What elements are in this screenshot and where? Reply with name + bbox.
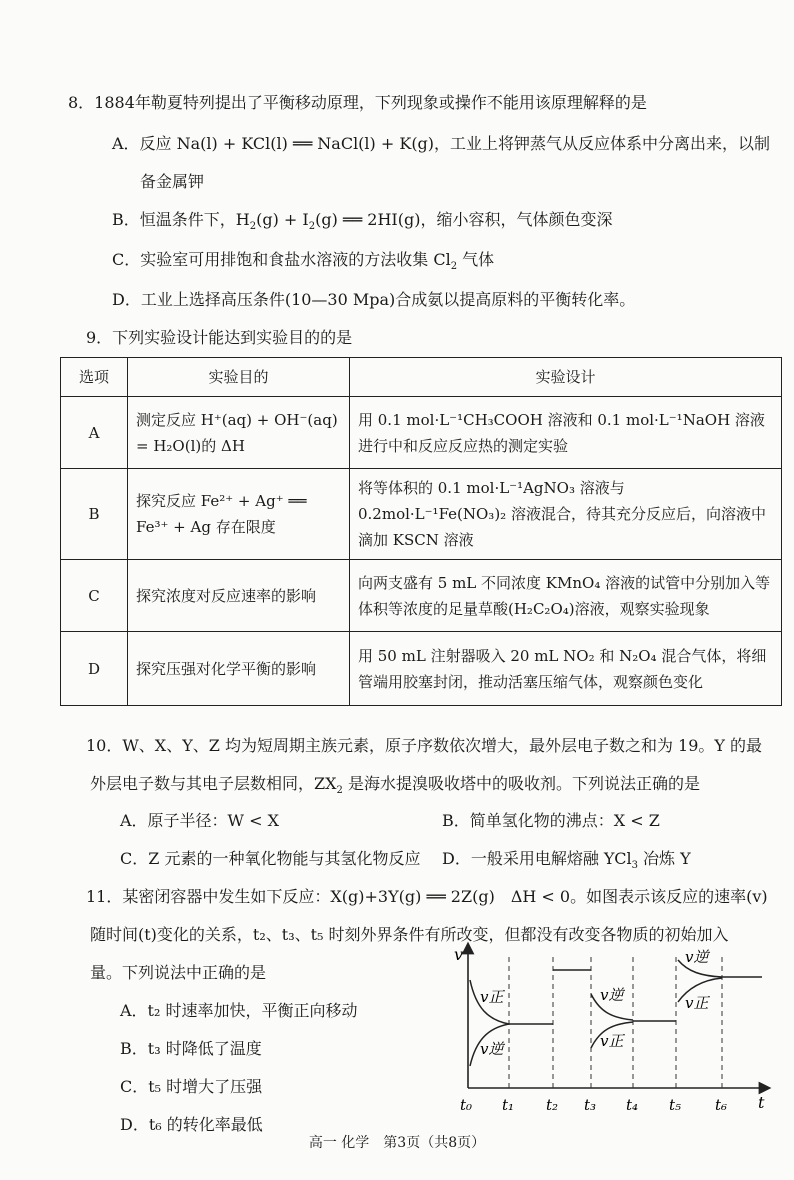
y-axis-label: v — [454, 945, 464, 964]
label-v-forward-1: v正 — [480, 988, 504, 1006]
row-option: A — [61, 397, 128, 469]
row-aim: 探究浓度对反应速率的影响 — [128, 560, 350, 632]
q8-option-a: A．反应 Na(l) + KCl(l) ══ NaCl(l) + K(g)，工业上将钾蒸气从反应体系中分离出来，以制 — [112, 134, 771, 153]
label-v-forward-3: v正 — [685, 994, 709, 1012]
page-footer: 高一 化学 第3页（共8页） — [308, 1135, 486, 1151]
q11-option-c: C．t₅ 时增大了压强 — [120, 1077, 263, 1096]
q10-stem-line2: 外层电子数与其电子层数相同，$ZX_2$ 是海水提溴吸收塔中的吸收剂。下列说法正确的是 — [90, 774, 700, 797]
header-option: 选项 — [61, 358, 128, 397]
experiment-table — [60, 357, 782, 706]
q10-option-c: C．Z 元素的一种氧化物能与其氢化物反应 — [120, 849, 421, 868]
q11-option-d: D．t₆ 的转化率最低 — [120, 1115, 263, 1134]
row-design: 用 0.1 mol·L⁻¹CH₃COOH 溶液和 0.1 mol·L⁻¹NaOH 溶液进行中和反应反应热的测定实验 — [350, 397, 782, 469]
row-aim: 测定反应 H⁺(aq) + OH⁻(aq) = H₂O(l)的 ΔH — [128, 397, 350, 469]
table-row — [61, 632, 782, 706]
row-aim: 探究反应 Fe²⁺ + Ag⁺ ══ Fe³⁺ + Ag 存在限度 — [128, 469, 350, 560]
header-aim: 实验目的 — [128, 358, 350, 397]
row-design: 用 50 mL 注射器吸入 20 mL NO₂ 和 N₂O₄ 混合气体，将细管端用胶塞封闭，推动活塞压缩气体，观察颜色变化 — [350, 632, 782, 706]
label-v-reverse-1: v逆 — [480, 1040, 504, 1058]
rate-time-graph — [440, 938, 780, 1120]
table-row — [61, 397, 782, 469]
row-design: 将等体积的 0.1 mol·L⁻¹AgNO₃ 溶液与 0.2mol·L⁻¹Fe(NO₃)₂ 溶液混合，待其充分反应后，向溶液中滴加 KSCN 溶液 — [350, 469, 782, 560]
row-aim: 探究压强对化学平衡的影响 — [128, 632, 350, 706]
tick-t2: t₂ — [546, 1096, 559, 1114]
tick-t3: t₃ — [584, 1096, 597, 1114]
label-v-reverse-3: v逆 — [685, 948, 709, 966]
q10-option-a: A．原子半径：W < X — [120, 811, 279, 830]
tick-t0: t₀ — [460, 1096, 473, 1114]
label-v-reverse-2: v逆 — [600, 986, 624, 1004]
tick-t1: t₁ — [502, 1096, 515, 1114]
q8-stem: 8．1884年勒夏特列提出了平衡移动原理，下列现象或操作不能用该原理解释的是 — [68, 93, 647, 112]
q10-option-b: B．简单氢化物的沸点：X < Z — [442, 811, 660, 830]
table-row — [61, 469, 782, 560]
q10-stem-line1: 10．W、X、Y、Z 均为短周期主族元素，原子序数依次增大，最外层电子数之和为 19。Y 的最 — [86, 736, 763, 755]
q11-stem-line2: 随时间(t)变化的关系，t₂、t₃、t₅ 时刻外界条件有所改变，但都没有改变各物质的初始加入 — [90, 925, 729, 944]
q8-option-a-continued: 备金属钾 — [140, 172, 205, 191]
label-v-forward-2: v正 — [600, 1032, 624, 1050]
q11-stem-line1: 11．某密闭容器中发生如下反应：X(g)+3Y(g) ══ 2Z(g) ΔH < 0。如图表示该反应的速率(v) — [86, 887, 768, 906]
q8-option-b: B．恒温条件下，$H_2(g) + I_2(g)$ ══ 2HI(g)，缩小容积，气体颜色变深 — [112, 210, 613, 233]
q8-option-d: D．工业上选择高压条件(10—30 Mpa)合成氨以提高原料的平衡转化率。 — [112, 290, 636, 309]
q11-stem-line3: 量。下列说法中正确的是 — [90, 963, 267, 982]
table-row — [61, 560, 782, 632]
tick-t4: t₄ — [626, 1096, 639, 1114]
header-design: 实验设计 — [350, 358, 782, 397]
q10-option-d: D．一般采用电解熔融 YCl$_3$ 冶炼 Y — [442, 849, 691, 872]
q9-stem: 9．下列实验设计能达到实验目的的是 — [86, 328, 353, 347]
row-option: C — [61, 560, 128, 632]
tick-t5: t₅ — [669, 1096, 682, 1114]
tick-t6: t₆ — [715, 1096, 728, 1114]
q11-option-b: B．t₃ 时降低了温度 — [120, 1039, 262, 1058]
q11-option-a: A．t₂ 时速率加快，平衡正向移动 — [120, 1001, 358, 1020]
q8-option-c: C．实验室可用排饱和食盐水溶液的方法收集 $Cl_2$ 气体 — [112, 250, 495, 273]
row-option: B — [61, 469, 128, 560]
x-axis-label: t — [758, 1093, 765, 1112]
table-header-row — [61, 358, 782, 397]
row-design: 向两支盛有 5 mL 不同浓度 KMnO₄ 溶液的试管中分别加入等体积等浓度的足量草酸(H₂C₂O₄)溶液，观察实验现象 — [350, 560, 782, 632]
row-option: D — [61, 632, 128, 706]
